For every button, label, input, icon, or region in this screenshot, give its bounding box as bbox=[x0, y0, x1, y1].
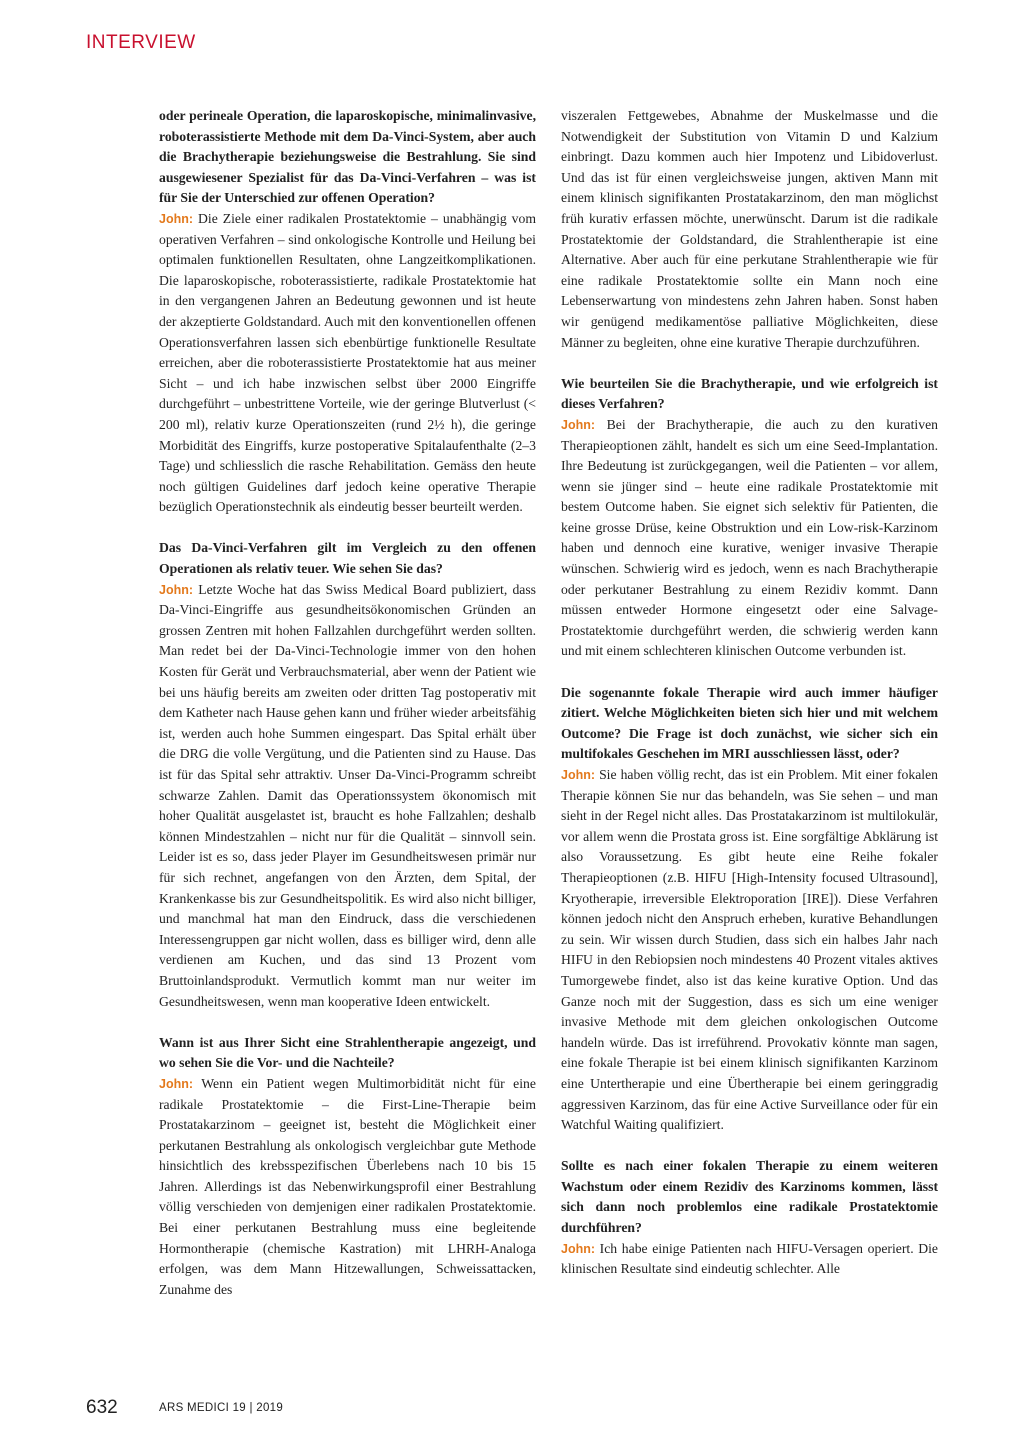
article-paragraph bbox=[159, 538, 536, 1012]
article-paragraph bbox=[159, 106, 536, 518]
interview-answer: Letzte Woche hat das Swiss Medical Board publiziert, dass Da-Vinci-Eingriffe aus gesundheitsökonomischen Gründen an grossen Zentren mit hohen Fallzahlen durchgeführt werden sollten. Man redet bei der Da-Vinci-Technologie immer von den hohen Kosten für Gerät und Verbrauchsmaterial, aber wenn der Patient wie bei uns häufig bereits am zweiten oder dritten Tag postoperativ mit dem Katheter nach Hause gehen kann und früher wieder arbeitsfähig ist, werden auch hohe Summen eingespart. Das Spital erhält über die DRG die volle Vergütung, und die Patienten sind zu Hause. Das ist für das Spital sehr attraktiv. Unser Da-Vinci-Programm schreibt schwarze Zahlen. Damit das Operationssystem ökonomisch mit hoher Qualität ausgelastet ist, braucht es hohe Fallzahlen; deshalb können Mindestzahlen – nicht nur für die Qualität – sinnvoll sein. Leider ist es so, dass jeder Player im Gesundheitswesen primär nur für sich rechnet, angefangen von den Ärzten, dem Spital, der Krankenkasse bis zur Gesundheitspolitik. Es wird also nicht billiger, und manchmal hat man den Eindruck, dass die verschiedenen Interessengruppen gar nicht wollen, dass es billiger wird, denn alle verdienen am Kuchen, und das sind 13 Prozent vom Bruttoinlandsprodukt. Vermutlich kommt man nur weiter im Gesundheitswesen, wenn man kooperative Ideen entwickelt. bbox=[159, 581, 537, 1009]
article-paragraph bbox=[561, 1156, 938, 1280]
interview-answer: Ich habe einige Patienten nach HIFU-Versagen operiert. Die klinischen Resultate sind eindeutig schlechter. Alle bbox=[561, 1240, 939, 1277]
speaker-label: John: bbox=[159, 211, 194, 226]
speaker-label: John: bbox=[561, 1241, 596, 1256]
article-paragraph bbox=[159, 1033, 536, 1301]
article-paragraph bbox=[561, 106, 938, 353]
interview-question: oder perineale Operation, die laparoskopische, minimalinvasive, roboterassistierte Methode mit dem Da-Vinci-System, aber auch die Brachytherapie beziehungsweise die Bestrahlung. Sie sind ausgewiesener Spezialist für das Da-Vinci-Verfahren – was ist für Sie der Unterschied zur offenen Operation? bbox=[159, 108, 536, 206]
speaker-label: John: bbox=[159, 1076, 194, 1091]
section-label: INTERVIEW bbox=[86, 32, 196, 53]
interview-answer: Bei der Brachytherapie, die auch zu den kurativen Therapieoptionen zählt, handelt es sich um eine Seed-Implantation. Ihre Bedeutung ist zurückgegangen, weil die Patienten – vor allem, wenn sie jünger sind – heute eine radikale Prostatektomie mit bestem Outcome haben. Sie eignet sich selektiv für Patienten, die keine grosse Drüse, keine Obstruktion und ein Low-risk-Karzinom haben und dennoch eine kurative, weniger invasive Therapie wünschen. Schwierig wird es jedoch, wenn es nach Brachytherapie oder perkutaner Bestrahlung zu einem Rezidiv kommt. Dann müssen entweder Hormone eingesetzt oder eine Salvage-Prostatektomie durchgeführt werden, die schwierig werden kann und mit einem schlechteren klinischen Outcome verbunden ist. bbox=[561, 416, 938, 659]
interview-answer: Wenn ein Patient wegen Multimorbidität nicht für eine radikale Prostatektomie – die First-Line-Therapie beim Prostatakarzinom – geeignet ist, besteht die Möglichkeit einer perkutanen Bestrahlung als onkologisch vergleichbar gute Methode hinsichtlich des krebsspezifischen Überlebens nach 10 bis 15 Jahren. Allerdings ist das Nebenwirkungsprofil einer Bestrahlung völlig verschieden von demjenigen einer radikalen Prostatektomie. Bei einer perkutanen Bestrahlung muss eine begleitende Hormontherapie (chemische Kastration) mit LHRH-Analoga erfolgen, was dem Mann Hitzewallungen, Schweissattacken, Zunahme des bbox=[159, 1075, 536, 1297]
interview-answer-continued: viszeralen Fettgewebes, Abnahme der Muskelmasse und die Notwendigkeit der Substitution von Vitamin D und Kalzium einbringt. Dazu kommen auch hier Impotenz und Libidoverlust. Und das ist für einen vergleichsweise jungen, aktiven Mann mit einem klinisch signifikanten Prostatakarzinom, den man möglichst früh kurativ erfassen möchte, unerwünscht. Darum ist die radikale Prostatektomie der Goldstandard, die Strahlentherapie ist eine Alternative. Aber auch für eine perkutane Strahlentherapie wie für eine radikale Prostatektomie sollte ein Mann noch eine Lebenserwartung von mindestens zehn Jahren haben. Sonst haben wir genügend medikamentöse palliative Möglichkeiten, diese Männer zu begleiten, ohne eine kurative Therapie durchzuführen. bbox=[561, 108, 938, 350]
interview-answer: Die Ziele einer radikalen Prostatektomie – unabhängig vom operativen Verfahren – sind onkologische Kontrolle und Heilung bei optimalen funktionellen Resultaten, ohne Langzeitkomplikationen. Die laparoskopische, roboterassistierte, radikale Prostatektomie hat in den vergangenen Jahren an Bedeutung gewonnen und ist heute der akzeptierte Goldstandard. Auch mit den konventionellen offenen Operationsverfahren lassen sich ebenbürtige funktionelle Resultate erreichen, aber die roboterassistierte Prostatektomie hat aus meiner Sicht – und ich habe inzwischen selbst über 2000 Eingriffe durchgeführt – unbestrittene Vorteile, wie der geringe Blutverlust (< 200 ml), relativ kurze Operationszeiten (rund 2½ h), die geringe Morbidität des Eingriffs, kurze postoperative Spitalaufenthalte (2–3 Tage) und schliesslich die rasche Rehabilitation. Gemäss den heute noch gültigen Guidelines darf jedoch keine operative Therapie bezüglich Operationstechnik als eindeutig besser beurteilt werden. bbox=[159, 210, 537, 515]
interview-answer: Sie haben völlig recht, das ist ein Problem. Mit einer fokalen Therapie können Sie nur das behandeln, was Sie sehen – und man sieht in der Regel nicht alles. Das Prostatakarzinom ist multilokulär, vor allem wenn die Prostata gross ist. Eine sorgfältige Abklärung ist also Voraussetzung. Es gibt heute eine Reihe fokaler Therapieoptionen (z.B. HIFU [High-Intensity focused Ultrasound], Kryotherapie, irreversible Elektroporation [IRE]). Diese Verfahren können jedoch nicht den Anspruch erheben, kurative Behandlungen zu sein. Wir wissen durch Studien, dass sich ein halbes Jahr nach HIFU in den Rebiopsien noch mindestens 40 Prozent vitales aktives Tumorgewebe findet, also ist das keine kurative Option. Und das Ganze noch mit der Suggestion, dass es sich um eine weniger invasive Methode mit dem gleichen onkologischen Outcome handeln würde. Das ist irreführend. Provokativ könnte man sagen, eine fokale Therapie ist bei einem klinisch signifikanten Karzinom eine Untertherapie und eine Übertherapie bei einem geringgradig aggressiven Karzinom, das für eine Active Surveillance oder für ein Watchful Waiting qualifiziert. bbox=[561, 767, 938, 1133]
interview-question: Die sogenannte fokale Therapie wird auch immer häufiger zitiert. Welche Möglichkeiten bieten sich hier und mit welchem Outcome? Die Frage ist doch zunächst, wie sicher sich ein multifokales Geschehen im MRI ausschliessen lässt, oder? bbox=[561, 684, 938, 762]
interview-question: Wie beurteilen Sie die Brachytherapie, und wie erfolgreich ist dieses Verfahren? bbox=[561, 375, 938, 412]
interview-question: Sollte es nach einer fokalen Therapie zu einem weiteren Wachstum oder einem Rezidiv des Karzinoms kommen, lässt sich dann noch problemlos eine radikale Prostatektomie durchführen? bbox=[561, 1158, 938, 1236]
article-paragraph bbox=[561, 374, 938, 662]
speaker-label: John: bbox=[561, 417, 596, 432]
speaker-label: John: bbox=[561, 768, 596, 782]
right-column bbox=[561, 106, 938, 1280]
page-number: 632 bbox=[86, 1397, 118, 1418]
article-paragraph bbox=[561, 683, 938, 1136]
interview-question: Wann ist aus Ihrer Sicht eine Strahlentherapie angezeigt, und wo sehen Sie die Vor- und die Nachteile? bbox=[159, 1034, 536, 1071]
interview-question: Das Da-Vinci-Verfahren gilt im Vergleich zu den offenen Operationen als relativ teuer. Wie sehen Sie das? bbox=[159, 540, 536, 577]
left-column bbox=[159, 106, 536, 1300]
speaker-label: John: bbox=[159, 582, 194, 597]
journal-issue: ARS MEDICI 19 | 2019 bbox=[159, 1402, 284, 1414]
